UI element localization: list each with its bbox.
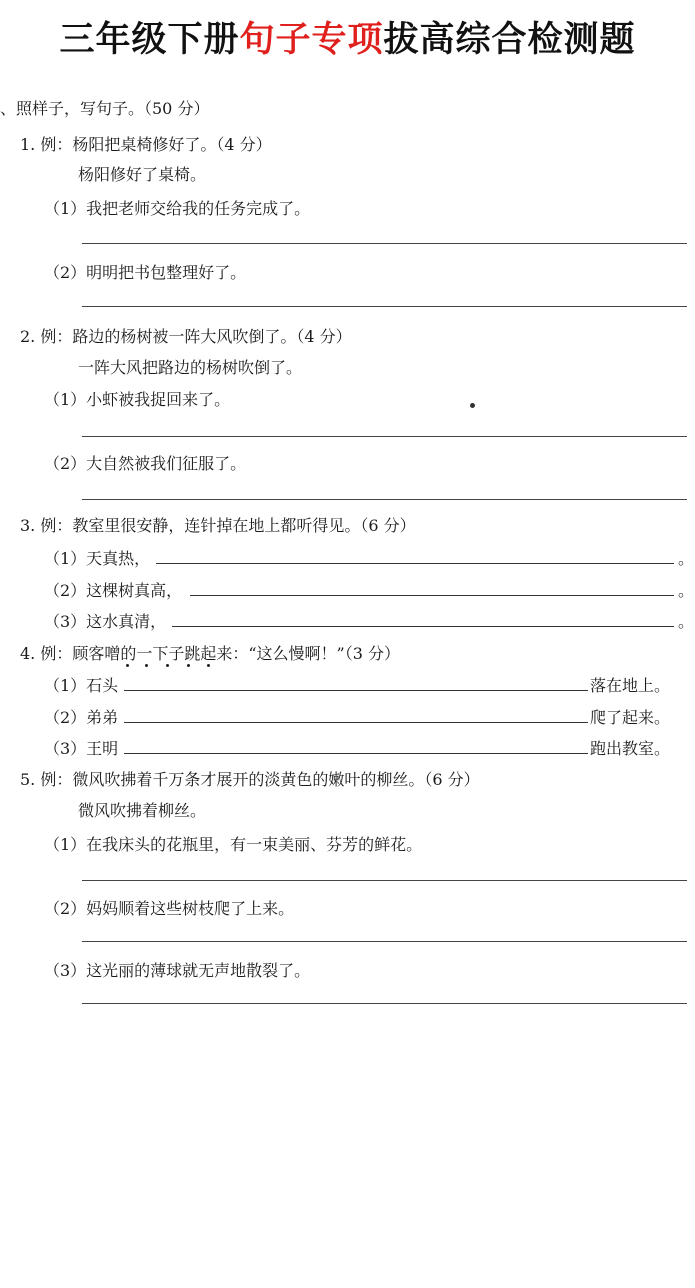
q1-item-1: （1）我把老师交给我的任务完成了。	[44, 199, 311, 218]
q2-item-2-answer-line[interactable]	[82, 499, 687, 500]
q3-item-2-fill-line[interactable]	[190, 595, 674, 596]
q4-item-3-start: （3）王明	[44, 739, 119, 758]
q5-item-2: （2）妈妈顺着这些树枝爬了上来。	[44, 899, 295, 918]
q3-item-3-fill-line[interactable]	[172, 626, 674, 627]
q4-item-1-start: （1）石头	[44, 676, 119, 695]
q2-item-2: （2）大自然被我们征服了。	[44, 454, 247, 473]
title-part3: 拔高综合检测题	[383, 20, 636, 60]
q1-example: 1. 例：杨阳把桌椅修好了。（4 分）	[20, 135, 272, 154]
emphasis-dot	[166, 664, 169, 667]
q4-item-3-end: 跑出教室。	[590, 739, 671, 758]
q2-answer: 一阵大风把路边的杨树吹倒了。	[78, 358, 303, 377]
emphasis-dot	[145, 664, 148, 667]
q3-item-1-fill-line[interactable]	[156, 563, 674, 564]
q3-item-1: （1）天真热，	[44, 549, 151, 568]
q5-example: 5. 例：微风吹拂着千万条才展开的淡黄色的嫩叶的柳丝。（6 分）	[20, 770, 480, 789]
title-part1: 三年级下册	[59, 20, 240, 60]
q3-example: 3. 例：教室里很安静，连针掉在地上都听得见。（6 分）	[20, 516, 416, 535]
q4-example: 4. 例：顾客噌的一下子跳起来：“这么慢啊！”（3 分）	[20, 644, 400, 663]
page-title	[0, 12, 695, 62]
q4-item-2-fill-line[interactable]	[124, 722, 588, 723]
emphasis-dot	[126, 664, 129, 667]
q1-item-2-answer-line[interactable]	[82, 306, 687, 307]
q4-item-2-start: （2）弟弟	[44, 708, 119, 727]
q3-item-2-end: 。	[678, 581, 695, 600]
section-heading: 、照样子，写句子。（50 分）	[0, 99, 210, 118]
q4-item-1-fill-line[interactable]	[124, 690, 588, 691]
q5-item-3: （3）这光丽的薄球就无声地散裂了。	[44, 961, 311, 980]
q2-item-1: （1）小虾被我捉回来了。	[44, 390, 231, 409]
q5-item-2-answer-line[interactable]	[82, 941, 687, 942]
q5-answer: 微风吹拂着柳丝。	[78, 801, 207, 820]
emphasis-dot	[187, 664, 190, 667]
q1-item-1-answer-line[interactable]	[82, 243, 687, 244]
q4-item-1-end: 落在地上。	[590, 676, 671, 695]
q1-answer: 杨阳修好了桌椅。	[78, 165, 207, 184]
q3-item-3-end: 。	[678, 612, 695, 631]
q5-item-1: （1）在我床头的花瓶里，有一束美丽、芬芳的鲜花。	[44, 835, 423, 854]
q5-item-3-answer-line[interactable]	[82, 1003, 687, 1004]
q5-item-1-answer-line[interactable]	[82, 880, 687, 881]
q4-item-3-fill-line[interactable]	[124, 753, 588, 754]
emphasis-dot	[207, 664, 210, 667]
q2-item-1-answer-line[interactable]	[82, 436, 687, 437]
q4-item-2-end: 爬了起来。	[590, 708, 671, 727]
q1-item-2: （2）明明把书包整理好了。	[44, 263, 247, 282]
ink-spot	[470, 403, 475, 408]
title-highlight: 句子专项	[239, 20, 384, 60]
q3-item-2: （2）这棵树真高，	[44, 581, 183, 600]
q3-item-1-end: 。	[678, 549, 695, 568]
q3-item-3: （3）这水真清，	[44, 612, 167, 631]
q2-example: 2. 例：路边的杨树被一阵大风吹倒了。（4 分）	[20, 327, 352, 346]
